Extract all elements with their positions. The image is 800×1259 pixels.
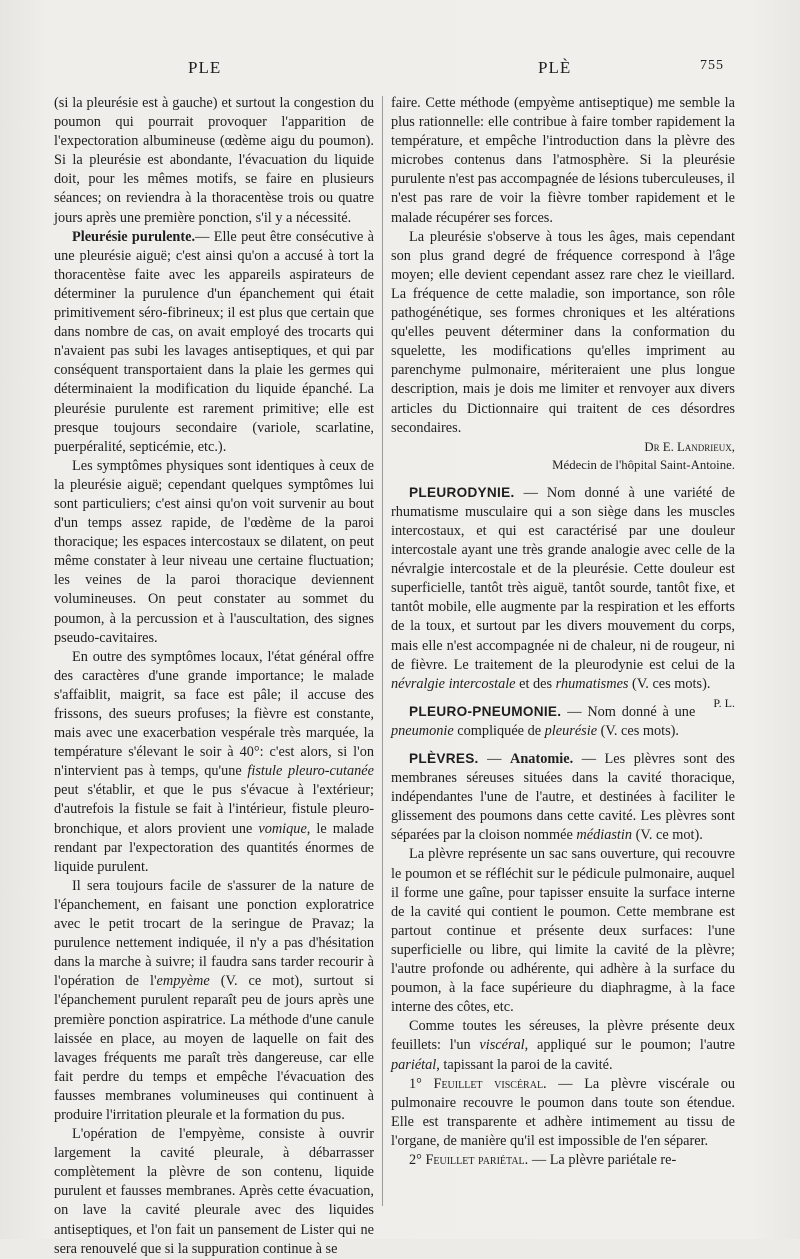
text-run: Il sera toujours facile de s'assurer de la nature de l'épanchement, en faisant une ponction exploratrice avec le petit trocart de la seringue de Pravaz; la purulence nettement indiquée, il n'y a pas d'hésitation dans la marche à suivre; il faudra sans tarder recourir à l'opération de l' — [54, 877, 374, 990]
paragraph-ages: La pleurésie s'observe à tous les âges, mais cependant son plus grand degré de fréquence correspond à l'âge moyen; elle devient cependant assez rare chez le vieillard. La fréquence de cette maladie, son importance, son rôle pathogénétique, ses formes chroniques et les altérations qu'elles peuvent déterminer dans la conformation du squelette, les modifications qu'elles impriment au parenchyme pulmonaire, mériteraient une plus longue description, mais je dois me limiter et renvoyer aux divers articles du Dictionnaire qui traitent de ces désordres secondaires. — [391, 228, 735, 436]
left-column — [54, 94, 374, 1257]
entry-pleuro-pneumonie — [391, 702, 735, 741]
entry-plevres: PLÈVRES. — Anatomie. — Les plèvres sont des membranes séreuses situées dans la cavité thoracique, indépendantes l'une de l'autre, et destinées à faciliter le glissement des poumons dans cette cavité. Les plèvres sont séparées par la cloison nommée médiastin (V. ce mot). — [391, 751, 735, 844]
text-run: , le malade rendant par l'expectoration des quantités énormes de liquide purulent. — [54, 820, 374, 875]
running-head — [0, 58, 800, 82]
text-run: — Nom donné à une — [561, 703, 696, 720]
entry-signature: P. L. — [713, 695, 735, 710]
italic-term: empyème — [156, 973, 210, 990]
text-run: , tapissant la paroi de la cavité. — [436, 1056, 613, 1073]
text-run: — La plèvre pariétale re- — [528, 1151, 677, 1168]
text-run: — Nom donné à une variété de rhumatisme musculaire qui a son siège dans les muscles intercostaux, et qui est caractérisé par une douleur intercostale ayant une très grande analogie avec celle de la névralgie intercostale et de la pleurésie. Cette douleur est superficielle, tantôt très aiguë, tantôt sourde, tantôt fixe, et tantôt mobile, elle augmente par la respiration et les efforts de la toux, et surtout par les divers mouvement du corps, mais elle n'est accompagnée ni de chaleur, ni de rougeur, ni de fièvre. Le traitement de la pleurodynie est celui de la — [391, 484, 735, 673]
text-run: — La plèvre viscérale ou pulmonaire recouvre le poumon dans toute son étendue. Elle est transparente et adhère intimement au tissu de l'organe, de manière qu'il est impossible de l'en séparer. — [391, 1075, 735, 1149]
subheading-anatomie: Anatomie. — [510, 751, 574, 767]
text-run: Comme toutes les séreuses, la plèvre présente deux feuillets: l'un — [391, 1018, 735, 1054]
paragraph-plevre-sac: La plèvre représente un sac sans ouverture, qui recouvre le poumon et se réfléchit sur le pédicule pulmonaire, auquel il forme une gaîne, pour tapisser ensuite la surface interne de la cavité qui contient le poumon. Cette membrane est partout continue et présente deux surfaces: l'une superficielle ou libre, qui limite la cavité de la plèvre; l'autre profonde ou adhérente, qui adhère à la surface du poumon, à la face supérieure du diaphragme, à la face interne des côtes, etc. — [391, 846, 735, 1016]
italic-term: pleurésie — [544, 722, 598, 739]
column-divider — [382, 96, 383, 1206]
text-run: , appliqué sur le poumon; l'autre — [524, 1037, 735, 1054]
italic-term: pneumonie — [391, 722, 454, 739]
text-run: (V. ce mot), surtout si l'épanchement purulent reparaît peu de jours après une première ponction aspiratrice. La méthode d'une canule laissée en place, au moyen de laquelle on fait des lavages fréquents me paraît très dangereuse, car elle fait perdre du temps et empêche l'évacuation des fausses membranes volumineuses qui continuent à produire l'irritation pleurale et la formation du pus. — [54, 973, 374, 1123]
italic-term: névralgie intercostale — [391, 675, 516, 692]
page-number: 755 — [700, 58, 724, 73]
paragraph-etat-general — [54, 648, 374, 877]
entry-heading-pleurodynie: PLEURODYNIE. — [409, 484, 515, 500]
subheading-pleuresie-purulente: Pleurésie purulente. — [72, 228, 196, 245]
paragraph-feuillet-visceral — [391, 1075, 735, 1151]
italic-term: médiastin — [576, 827, 633, 844]
text-run: peut s'établir, et que le pus s'évacue à l'extérieur; d'autrefois la fistule se fait à l'intérieur, fistule pleuro-bronchique, et alors provient une — [54, 782, 374, 837]
paragraph-feuillet-parietal — [391, 1151, 735, 1170]
italic-term: vomique — [258, 820, 307, 837]
entry-heading-plevres: PLÈVRES. — [409, 751, 479, 766]
text-run: compliquée de — [453, 722, 545, 739]
paragraph-text: — Elle peut être consécutive à une pleurésie aiguë; c'est ainsi qu'on a accusé à tort la thoracentèse faite avec les appareils aspirateurs de déterminer la purulence d'un épanchement qui était primitivement séro-fibrineux; il est plus que certain que dans nombre de cas, on avait employé des trocarts qui n'avaient pas subi les lavages antiseptiques, et qui par conséquent transportaient dans la plaie les germes qui déterminaient la modification du liquide épanché. La pleurésie purulente est rarement primitive; elle est presque toujours secondaire (variole, scarlatine, puerpéralité, septicémie, etc.). — [54, 228, 374, 455]
paragraph-continuation: (si la pleurésie est à gauche) et surtout la congestion du poumon qui pourrait provoquer l'apparition de l'expectoration albumineuse (œdème aigu du poumon). Si la pleurésie est abondante, l'évacuation du liquide doit, pour les mêmes motifs, se faire en plusieurs séances; on reviendra à la thoracentèse trois ou quatre jours après une première ponction, s'il y a nécessité. — [54, 95, 374, 226]
text-run: (V. ces mots). — [628, 675, 711, 692]
subheading-feuillet-visceral: 1° Feuillet viscéral. — [409, 1075, 547, 1092]
subheading-feuillet-parietal: 2° Feuillet pariétal. — [409, 1151, 529, 1168]
text-run: En outre des symptômes locaux, l'état général offre des caractères d'une grande importance; le malade s'affaiblit, maigrit, sa face est pâle; il accuse des frissons, des sueurs profuses; la fièvre est constante, mais avec une exacerbation vespérale très marquée, la température s'élevant le soir à 40°: c'est alors, si l'on n'intervient pas à temps, qu'une — [54, 648, 374, 780]
author-signature: Dr E. Landrieux, — [644, 439, 735, 454]
text-run: et des — [515, 675, 556, 692]
paragraph-feuillets — [391, 1017, 735, 1074]
text-run: (V. ces mots). — [597, 722, 679, 739]
italic-term: pariétal — [391, 1056, 437, 1073]
paragraph-continuation-right: faire. Cette méthode (empyème antiseptique) me semble la plus rationnelle: elle contribue à faire tomber rapidement la température, et empêche l'introduction dans la plèvre des microbes contenus dans l'atmosphère. Si la pleurésie purulente n'est pas accompagnée de lésions tuberculeuses, il n'est pas rare de voir la fièvre tomber rapidement et le malade récupérer ses forces. — [391, 95, 735, 226]
paragraph-ponction — [54, 877, 374, 1125]
running-head-left: PLE — [188, 58, 222, 77]
paragraph-empyeme: L'opération de l'empyème, consiste à ouvrir largement la cavité pleurale, à débarrasser complètement la plèvre de son contenu, liquide purulent et fausses membranes. Après cette évacuation, on lave la cavité pleurale avec des liquides antiseptiques, et l'on fait un pansement de Lister qui ne sera renouvelé que si la suppuration continue à se — [54, 1126, 374, 1257]
entry-heading-pleuro-pneumonie: PLEURO-PNEUMONIE. — [409, 703, 562, 719]
italic-term: fistule pleuro-cutanée — [247, 763, 374, 780]
paragraph-pleuresie-purulente — [54, 228, 374, 457]
author-title: Médecin de l'hôpital Saint-Antoine. — [552, 457, 735, 472]
text-run: (V. ce mot). — [632, 827, 703, 844]
italic-term: viscéral — [479, 1037, 525, 1054]
entry-pleurodynie — [391, 483, 735, 710]
right-column — [391, 94, 735, 1214]
italic-term: rhumatismes — [555, 675, 629, 692]
text-run: — Les plèvres sont des membranes séreuses situées dans la cavité thoracique, indépendantes l'une de l'autre, et destinées à faciliter le glissement des poumons dans cette cavité. Les plèvres sont séparées par la cloison nommée — [391, 751, 735, 844]
paragraph-symptomes: Les symptômes physiques sont identiques à ceux de la pleurésie aiguë; cependant quelques symptômes lui sont particuliers; c'est ainsi qu'on voit survenir au bout d'un temps assez rapide, de l'œdème de la paroi thoracique; les espaces intercostaux se dilatent, on peut même constater à leur niveau une certaine fluctuation; les veines de la paroi thoracique deviennent volumineuses. On peut constater au sommet du poumon, à la percussion et à l'auscultation, des signes pseudo-cavitaires. — [54, 457, 374, 646]
running-head-center: PLÈ — [538, 58, 572, 77]
